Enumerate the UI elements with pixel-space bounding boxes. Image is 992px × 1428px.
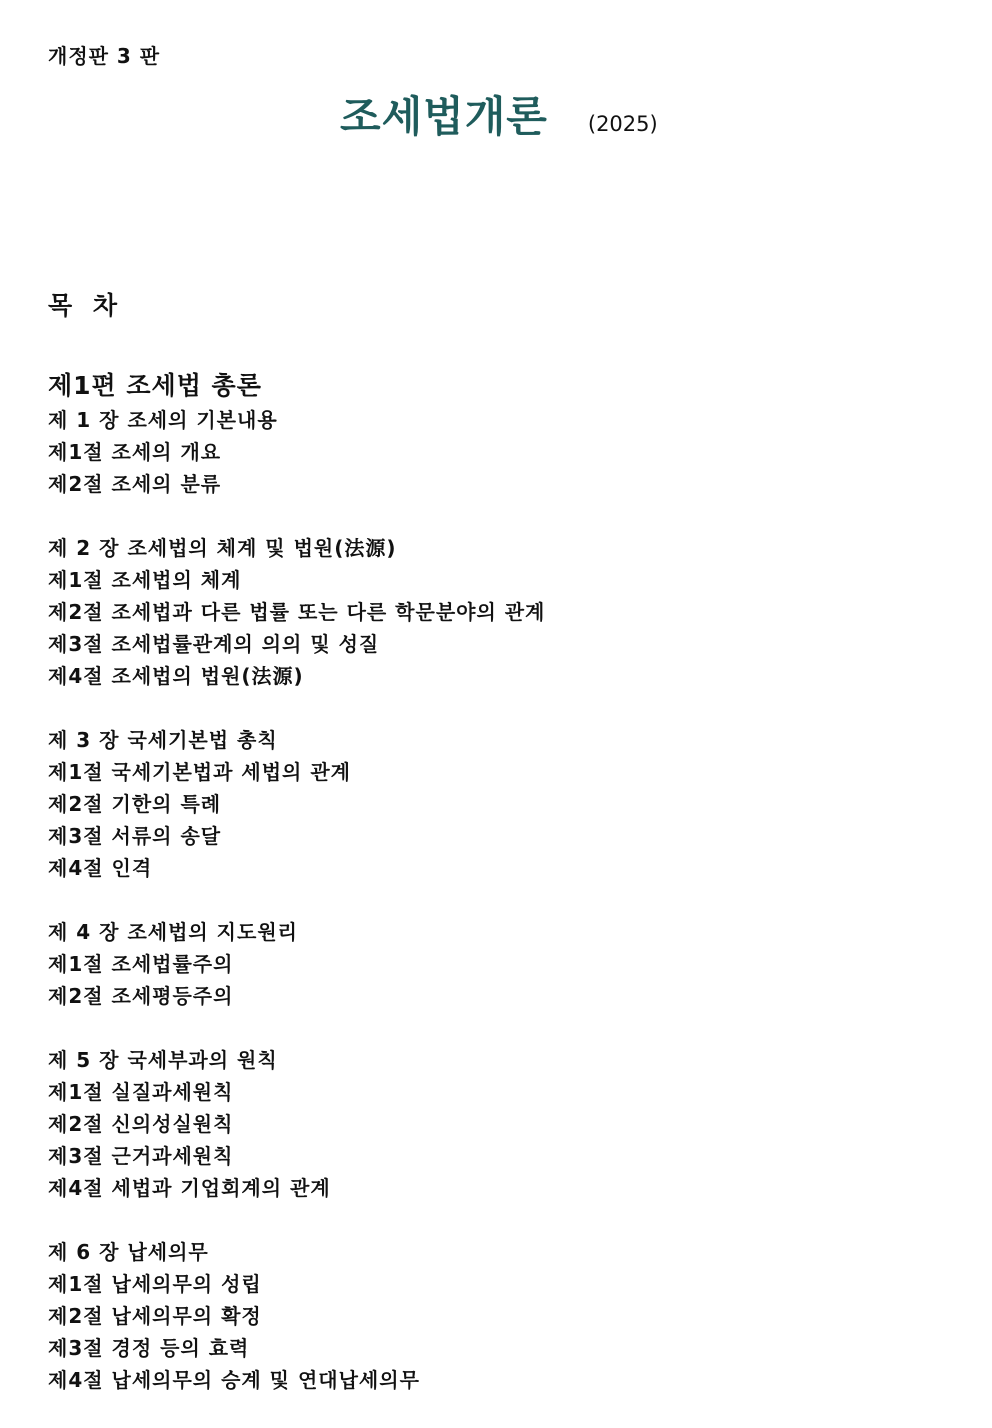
section-item: 제3절 조세법률관계의 의의 및 성질 xyxy=(48,632,380,656)
section-item: 제2절 납세의무의 확정 xyxy=(48,1304,262,1328)
section-item: 제3절 근거과세원칙 xyxy=(48,1144,234,1168)
chapter-block xyxy=(48,1236,948,1396)
section-item: 제3절 서류의 송달 xyxy=(48,824,222,848)
chapter-block xyxy=(48,532,948,692)
book-year: (2025) xyxy=(587,112,658,136)
edition-label: 개정판 3 판 xyxy=(48,44,161,68)
chapter-block xyxy=(48,404,948,500)
section-item: 제1절 조세법률주의 xyxy=(48,952,234,976)
section-item: 제1절 실질과세원칙 xyxy=(48,1080,234,1104)
chapter-title: 제 5 장 국세부과의 원칙 xyxy=(48,1048,278,1072)
section-item: 제4절 조세법의 법원(法源) xyxy=(48,664,304,688)
section-item: 제4절 인격 xyxy=(48,856,153,880)
chapter-title: 제 1 장 조세의 기본내용 xyxy=(48,408,278,432)
title-row xyxy=(340,84,658,144)
section-item: 제1절 조세법의 체계 xyxy=(48,568,242,592)
section-item: 제1절 국세기본법과 세법의 관계 xyxy=(48,760,351,784)
section-item: 제4절 세법과 기업회계의 관계 xyxy=(48,1176,331,1200)
chapter-title: 제 4 장 조세법의 지도원리 xyxy=(48,920,298,944)
section-item: 제4절 납세의무의 승계 및 연대납세의무 xyxy=(48,1368,420,1392)
book-title: 조세법개론 xyxy=(340,92,548,141)
toc-heading: 목 차 xyxy=(48,291,124,320)
section-item: 제1절 납세의무의 성립 xyxy=(48,1272,262,1296)
section-item: 제2절 조세평등주의 xyxy=(48,984,234,1008)
chapter-title: 제 2 장 조세법의 체계 및 법원(法源) xyxy=(48,536,397,560)
section-item: 제2절 조세의 분류 xyxy=(48,472,222,496)
section-item: 제2절 조세법과 다른 법률 또는 다른 학문분야의 관계 xyxy=(48,600,546,624)
chapter-title: 제 6 장 납세의무 xyxy=(48,1240,209,1264)
toc-list xyxy=(48,404,948,1428)
chapter-block xyxy=(48,1044,948,1204)
section-item: 제2절 기한의 특례 xyxy=(48,792,222,816)
section-item: 제3절 경정 등의 효력 xyxy=(48,1336,250,1360)
chapter-title: 제 3 장 국세기본법 총칙 xyxy=(48,728,278,752)
section-item: 제2절 신의성실원칙 xyxy=(48,1112,234,1136)
section-item: 제1절 조세의 개요 xyxy=(48,440,222,464)
chapter-block xyxy=(48,724,948,884)
chapter-block xyxy=(48,916,948,1012)
part-title: 제1편 조세법 총론 xyxy=(48,371,262,400)
